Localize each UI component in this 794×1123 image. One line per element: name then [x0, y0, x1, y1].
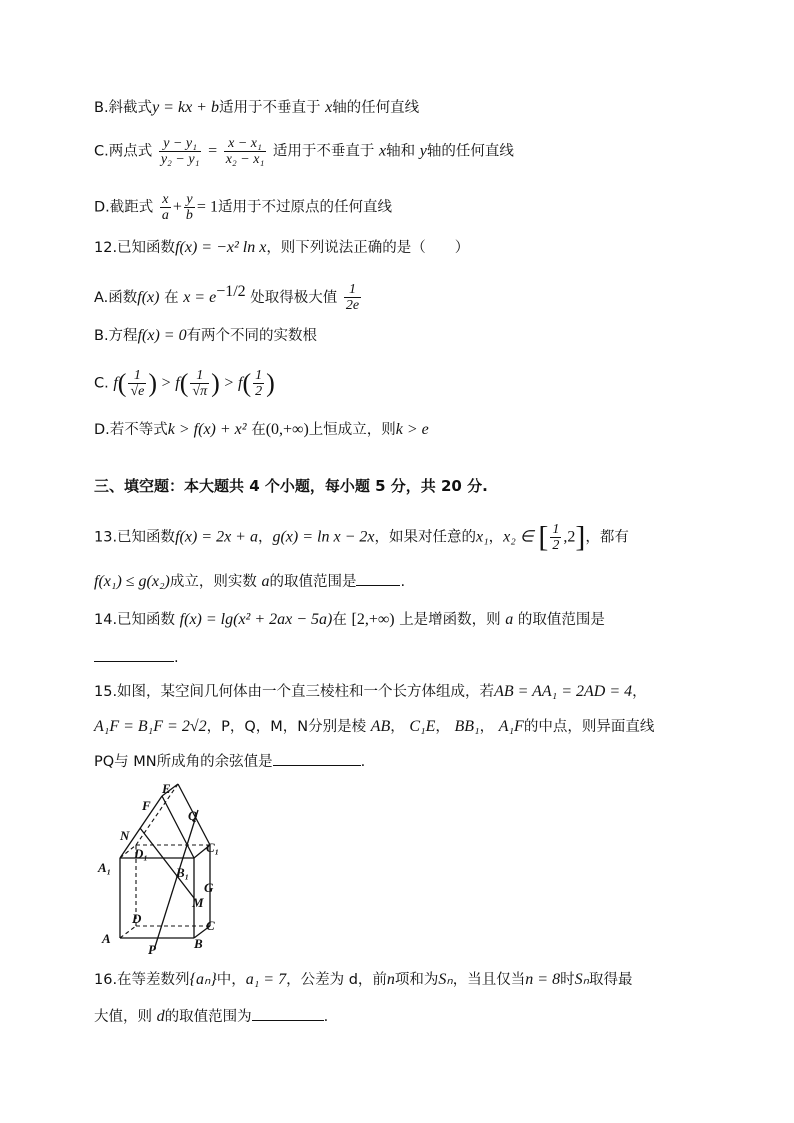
label-b1: B₁: [176, 865, 190, 880]
q13-end: ，都有: [585, 529, 629, 546]
q12-a-x: x = e: [183, 288, 217, 306]
q16-answer-blank[interactable]: [252, 1006, 324, 1021]
paren: (: [242, 368, 252, 398]
paren: (: [179, 368, 189, 398]
q12-d-result: k > e: [395, 421, 429, 438]
x-symbol: x: [379, 142, 387, 160]
frac-den: 2e: [345, 298, 360, 314]
label-d: D: [132, 911, 142, 926]
q12-d-inequality: k > f(x) + x²: [167, 421, 247, 438]
q16-mid5: 时: [560, 972, 575, 988]
q12-a-fraction: [344, 282, 361, 313]
q13-line-1: [94, 522, 629, 553]
option-c-line: [94, 136, 514, 167]
slope-intercept-formula: y = kx + b: [152, 99, 219, 116]
sn-symbol: Sₙ: [438, 971, 453, 988]
q12-b-label: B.方程: [94, 328, 138, 344]
q13-x1: x₁: [475, 528, 489, 546]
option-b-end: 轴的任何直线: [332, 100, 420, 116]
q12-a-mid: 在: [164, 289, 179, 306]
geometry-figure: [94, 780, 234, 955]
q12-b-end: 有两个不同的实数根: [186, 328, 318, 344]
q12-c-fraction-1: [128, 368, 146, 399]
q12-d-interval: (0,+∞): [265, 421, 309, 438]
q14-mid2: 上是增函数，则: [399, 612, 501, 628]
q13-two: ,2: [563, 528, 576, 546]
frac-num: 1: [255, 368, 263, 383]
gt-sign: >: [224, 374, 234, 392]
q12-d-mid2: 上恒成立，则: [308, 422, 396, 438]
q12-option-b: [94, 324, 317, 348]
frac-den: b: [185, 208, 193, 223]
q14-answer-blank[interactable]: [94, 647, 174, 662]
q14-line-1: [94, 608, 605, 632]
paren: (: [117, 368, 127, 398]
edge-c1e: C₁E: [409, 718, 436, 735]
q16-end: 取得最: [588, 972, 633, 988]
q12-c-fraction-2: [190, 368, 209, 399]
q13-g: g(x) = ln x − 2x: [272, 528, 375, 546]
q12-a-mid2: 处取得极大值: [250, 289, 338, 306]
q12-d-label: D.若不等式: [94, 422, 168, 438]
label-e: E: [162, 781, 171, 796]
q15-equation-2: A₁F = B₁F = 2√2: [94, 718, 207, 735]
edge-ab: AB: [370, 718, 391, 735]
option-b-label: B.斜截式: [94, 100, 153, 116]
frac-num: 1: [552, 522, 560, 537]
q14-mid: 在: [332, 612, 347, 628]
label-c1: C₁: [206, 840, 220, 855]
q12-b-equation: f(x) = 0: [137, 327, 187, 344]
q13-x2: x₂ ∈: [503, 528, 534, 546]
q15-prefix-3: PQ与 MN所成角的余弦值是: [94, 754, 273, 770]
q16-end-2: 的取值范围为: [164, 1009, 252, 1025]
q15-line-1: [94, 680, 647, 704]
q12-option-c: [94, 368, 275, 399]
equals-sign: =: [208, 142, 218, 160]
q16-a1: a₁ = 7: [245, 971, 287, 988]
fraction-y-b: [184, 192, 195, 223]
q13-comma: ，: [488, 529, 504, 546]
label-f: F: [142, 798, 151, 813]
q16-line-2: [94, 1005, 328, 1029]
x-symbol: x: [325, 99, 333, 116]
label-n: N: [120, 828, 130, 843]
q14-line-2: [94, 646, 179, 670]
y-symbol: y: [419, 142, 427, 160]
label-a1: A₁: [98, 860, 112, 875]
section-3-heading: 三、填空题：本大题共 4 个小题，每小题 5 分，共 20 分.: [94, 477, 488, 495]
option-c-text: 适用于不垂直于: [272, 143, 375, 160]
q15-mid: ，P，Q，M，N分别是棱: [206, 719, 367, 735]
q15-line-2: A₁F = B₁F = 2√2，P，Q，M，N分别是棱 AB， C₁E， BB₁， A₁F的中点，则异面直线: [94, 718, 655, 735]
edge-bb1: BB₁: [454, 718, 480, 735]
option-b-text: 适用于不垂直于: [218, 100, 321, 116]
q16-mid4: ，当且仅当: [452, 972, 526, 988]
q15-prefix: 15.如图，某空间几何体由一个直三棱柱和一个长方体组成，若: [94, 684, 495, 700]
d-symbol: d: [156, 1008, 165, 1025]
q14-function: f(x) = lg(x² + 2ax − 5a): [179, 611, 333, 628]
q12-option-a: [94, 280, 363, 313]
option-c-mid: 轴和: [386, 143, 416, 160]
frac-den: 2: [255, 384, 263, 399]
q13-end2: 的取值范围是: [269, 574, 357, 590]
option-b-line: [94, 96, 419, 120]
frac-num: y: [184, 192, 195, 208]
frac-num: x: [160, 192, 171, 208]
q13-inequality: f(x₁) ≤ g(x₂): [94, 573, 170, 590]
f-symbol: f: [175, 374, 180, 392]
q14-end: 的取值范围是: [517, 612, 605, 628]
period: .: [174, 650, 179, 666]
frac-den: y₂ − y₁: [160, 152, 200, 167]
q15-end-2: 的中点，则异面直线: [523, 719, 655, 735]
bracket: ]: [575, 520, 586, 554]
q13-answer-blank[interactable]: [356, 571, 400, 586]
paren: ): [148, 368, 158, 398]
gt-sign: >: [161, 374, 171, 392]
q14-stem: 14.已知函数: [94, 612, 176, 628]
q16-mid3: 项和为: [394, 972, 439, 988]
plus-sign: +: [172, 198, 182, 216]
period: .: [400, 574, 406, 590]
label-b: B: [194, 936, 203, 951]
option-c-label: C.两点式: [94, 143, 153, 160]
sn-symbol: Sₙ: [574, 971, 589, 988]
q12-stem-end: ，则下列说法正确的是（ ）: [266, 240, 470, 256]
label-m: M: [192, 895, 204, 910]
paren: ): [211, 368, 220, 398]
q12-function: f(x) = −x² ln x: [175, 239, 267, 256]
q16-mid: 中，: [216, 972, 246, 988]
label-q: Q: [188, 808, 198, 823]
equals-one: = 1: [196, 198, 218, 216]
q15-equation-1: AB = AA₁ = 2AD = 4: [494, 683, 633, 700]
q12-c-label: C.: [94, 375, 109, 392]
option-d-end: 适用于不过原点的任何直线: [217, 199, 392, 216]
frac-den: x₂ − x₁: [225, 152, 265, 167]
label-g: G: [204, 880, 214, 895]
q12-a-exponent: −1/2: [216, 283, 246, 300]
frac-den: √e: [130, 384, 145, 399]
q16-prefix: 16.在等差数列: [94, 972, 190, 988]
label-p: P: [148, 942, 156, 955]
q12-d-mid: 在: [251, 422, 266, 438]
fraction-x: [224, 136, 267, 167]
q15-end-1: ，: [632, 684, 647, 700]
q16-condition: n = 8: [525, 971, 561, 988]
q13-stem: 13.已知函数: [94, 529, 176, 546]
option-d-label: D.截距式: [94, 199, 154, 216]
q13-line-2: [94, 570, 405, 594]
period: .: [323, 1009, 329, 1025]
frac-num: 1: [344, 282, 361, 298]
a-symbol: a: [505, 611, 514, 628]
q16-prefix-2: 大值，则: [94, 1009, 152, 1025]
label-c: C: [206, 918, 215, 933]
q12-stem-text: 12.已知函数: [94, 240, 176, 256]
bracket: [: [538, 520, 549, 554]
q12-option-d: [94, 418, 429, 442]
q16-line-1: [94, 968, 632, 992]
q14-interval: [2,+∞): [351, 611, 395, 628]
paren: ): [266, 368, 275, 398]
a-symbol: a: [261, 573, 270, 590]
n-symbol: n: [386, 971, 395, 988]
option-c-end: 轴的任何直线: [426, 143, 514, 160]
frac-num: 1: [190, 368, 209, 384]
q13-fraction: [550, 522, 561, 553]
edge-a1f: A₁F: [498, 718, 524, 735]
f-symbol: f: [238, 374, 243, 392]
frac-num: x − x₁: [224, 136, 267, 152]
q13-comma: ，: [257, 529, 273, 546]
q12-a-label: A.函数: [94, 289, 138, 306]
q12-stem: [94, 236, 469, 260]
frac-den: 2: [552, 538, 560, 553]
q12-c-fraction-3: [253, 368, 264, 399]
label-a: A: [102, 931, 111, 946]
frac-num: 1: [128, 368, 146, 384]
option-d-line: [94, 192, 392, 223]
q16-mid2: ，公差为 d，前: [286, 972, 387, 988]
segment-pq: [154, 810, 198, 950]
q12-a-f: f(x): [137, 288, 160, 306]
q15-answer-blank[interactable]: [273, 751, 361, 766]
edge-ad-hidden: [120, 926, 136, 938]
segment-mn: [140, 828, 194, 898]
fraction-x-a: [160, 192, 171, 223]
frac-den: √π: [192, 384, 208, 399]
frac-num: y − y₁: [159, 136, 202, 152]
q15-line-3: [94, 750, 365, 774]
period: .: [360, 754, 366, 770]
frac-den: a: [161, 208, 169, 223]
f-symbol: f: [113, 374, 118, 392]
q13-mid: ，如果对任意的: [374, 529, 476, 546]
label-d1: D₁: [134, 846, 148, 861]
q13-f: f(x) = 2x + a: [175, 528, 258, 546]
fraction-y: [159, 136, 202, 167]
q13-mid2: 成立，则实数: [169, 574, 257, 590]
q16-sequence: {aₙ}: [189, 971, 217, 988]
